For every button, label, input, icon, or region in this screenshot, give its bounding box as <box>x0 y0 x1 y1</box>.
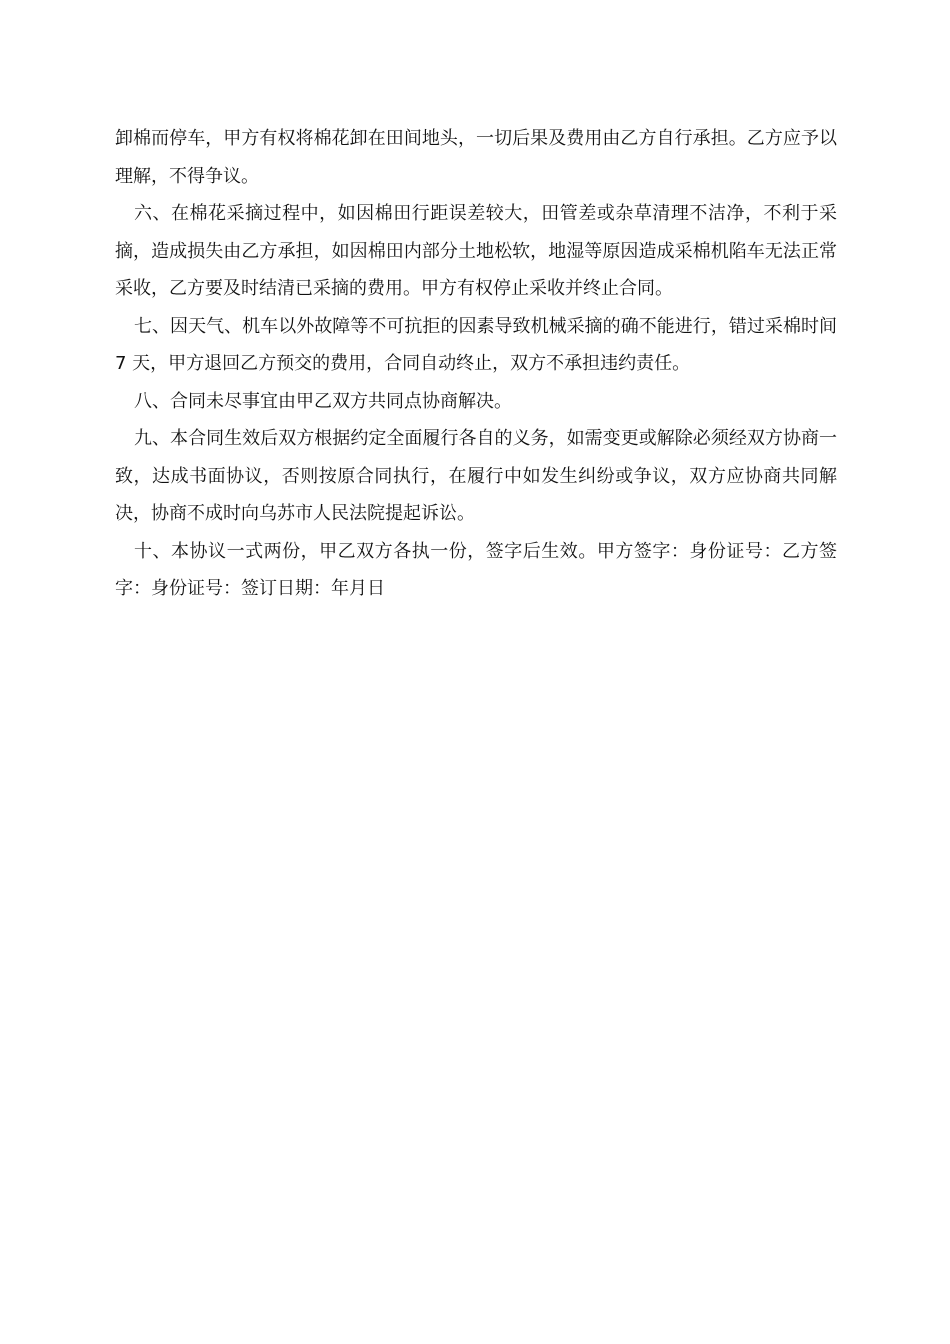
clause-seven: 七、因天气、机车以外故障等不可抗拒的因素导致机械采摘的确不能进行，错过采棉时间 7 天，甲方退回乙方预交的费用，合同自动终止，双方不承担违约责任。 <box>115 315 837 374</box>
clause-six: 六、在棉花采摘过程中，如因棉田行距误差较大，田管差或杂草清理不洁净，不利于采摘，造成损失由乙方承担，如因棉田内部分土地松软，地湿等原因造成采棉机陷车无法正常采收，乙方要及时结清已采摘的费用。甲方有权停止采收并终止合同。 <box>115 203 837 299</box>
paragraph-continuation: 卸棉而停车，甲方有权将棉花卸在田间地头，一切后果及费用由乙方自行承担。乙方应予以理解，不得争议。 <box>115 128 837 187</box>
clause-nine: 九、本合同生效后双方根据约定全面履行各自的义务，如需变更或解除必须经双方协商一致，达成书面协议，否则按原合同执行，在履行中如发生纠纷或争议，双方应协商共同解决，协商不成时向乌苏市人民法院提起诉讼。 <box>115 428 837 524</box>
clause-ten: 十、本协议一式两份，甲乙双方各执一份，签字后生效。甲方签字：身份证号：乙方签字：身份证号：签订日期：年月日 <box>115 540 837 599</box>
document-body <box>115 120 837 608</box>
clause-eight: 八、合同未尽事宜由甲乙双方共同点协商解决。 <box>134 390 512 412</box>
